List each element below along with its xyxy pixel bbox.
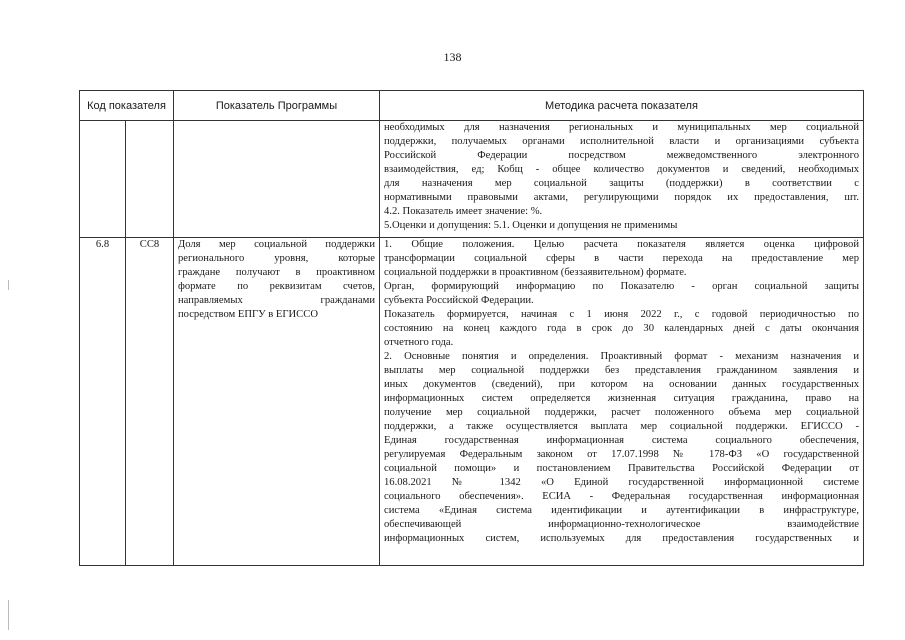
text-line: 1. Общие положения. Целью расчета показателя является оценка цифровой [384, 239, 859, 250]
text-line: социальной помощи» и постановлением Правительства Российской Федерации от [384, 463, 859, 474]
text-line: выплаты мер социальной поддержки без представления гражданином заявления и [384, 365, 859, 376]
text-line: получение мер социальной поддержки, расчет положенного объема мер социальной [384, 407, 859, 418]
text-line: информационных систем определяется жизненная ситуация гражданина, право на [384, 393, 859, 404]
text-line: 2. Основные понятия и определения. Проактивный формат - механизм назначения и [384, 351, 859, 362]
row-code: СС8 [126, 238, 174, 566]
text-line: взаимодействия, ед; Кобщ - общее количество документов и сведений, необходимых [384, 164, 859, 175]
text-line: Орган, формирующий информацию по Показателю - орган социальной защиты [384, 281, 859, 292]
text-line: отчетного года. [384, 337, 454, 348]
header-method: Методика расчета показателя [380, 91, 864, 121]
text-line: информационных систем, используемых для предоставления государственных и [384, 533, 859, 544]
header-code: Код показателя [80, 91, 174, 121]
indicators-table [79, 90, 864, 566]
text-line: направляемых гражданами [178, 295, 375, 306]
header-indicator: Показатель Программы [174, 91, 380, 121]
text-line: 4.2. Показатель имеет значение: %. [384, 206, 543, 217]
cell-empty [174, 121, 380, 238]
text-line: Единая государственная информационная система социального обеспечения, [384, 435, 859, 446]
text-line: субъекта Российской Федерации. [384, 295, 534, 306]
cell-empty [126, 121, 174, 238]
text-line: поддержки, получаемых органами исполнительной власти и организациями субъекта [384, 136, 859, 147]
indicator-name-cell [174, 238, 380, 566]
text-line: иных документов (сведений), при котором на основании данных государственных [384, 379, 859, 390]
text-line: 5.Оценки и допущения: 5.1. Оценки и допущения не применимы [384, 220, 678, 231]
text-line: социальной поддержки в проактивном (беззаявительном) формате. [384, 267, 687, 278]
text-line: посредством ЕПГУ в ЕГИССО [178, 309, 318, 320]
text-line: социального обеспечения». ЕСИА - Федеральная государственная информационная [384, 491, 859, 502]
text-line: Российской Федерации посредством межведомственного электронного [384, 150, 859, 161]
text-line: поддержки, а также осуществляется выплата мер социальной поддержки. ЕГИССО - [384, 421, 859, 432]
text-line: Доля мер социальной поддержки [178, 239, 375, 250]
text-line: для назначения мер социальной защиты (поддержки) в соответствии с [384, 178, 859, 189]
text-line: Показатель формируется, начиная с 1 июня 2022 г., с годовой периодичностью по [384, 309, 859, 320]
page-number: 138 [443, 50, 462, 64]
continuation-method-cell [380, 121, 864, 238]
text-line: регулируемая Федеральным законом от 17.07.1998 № 178-ФЗ «О государственной [384, 449, 859, 460]
text-line: обеспечивающей информационно-технологическое взаимодействие [384, 519, 859, 530]
margin-binding-mark [8, 280, 9, 290]
text-line: состоянию на конец каждого года в срок до 30 календарных дней с даты окончания [384, 323, 859, 334]
text-line: система «Единая система идентификации и аутентификации в инфраструктуре, [384, 505, 859, 516]
text-line: нормативными правовыми актами, регулирующими порядок их предоставления, шт. [384, 192, 859, 203]
text-line: граждане получают в проактивном [178, 267, 375, 278]
row-number: 6.8 [80, 238, 126, 566]
table-row [80, 238, 864, 566]
text-line: необходимых для назначения региональных и муниципальных мер социальной [384, 122, 859, 133]
margin-binding-mark [8, 600, 9, 630]
table-row [80, 121, 864, 238]
method-cell [380, 238, 864, 566]
text-line: регионального уровня, которые [178, 253, 375, 264]
cell-empty [80, 121, 126, 238]
text-line: формате по реквизитам счетов, [178, 281, 375, 292]
text-line: 16.08.2021 № 1342 «О Единой государственной информационной системе [384, 477, 859, 488]
table-header-row [80, 91, 864, 121]
text-line: трансформации социальной сферы в части перехода на предоставление мер [384, 253, 859, 264]
